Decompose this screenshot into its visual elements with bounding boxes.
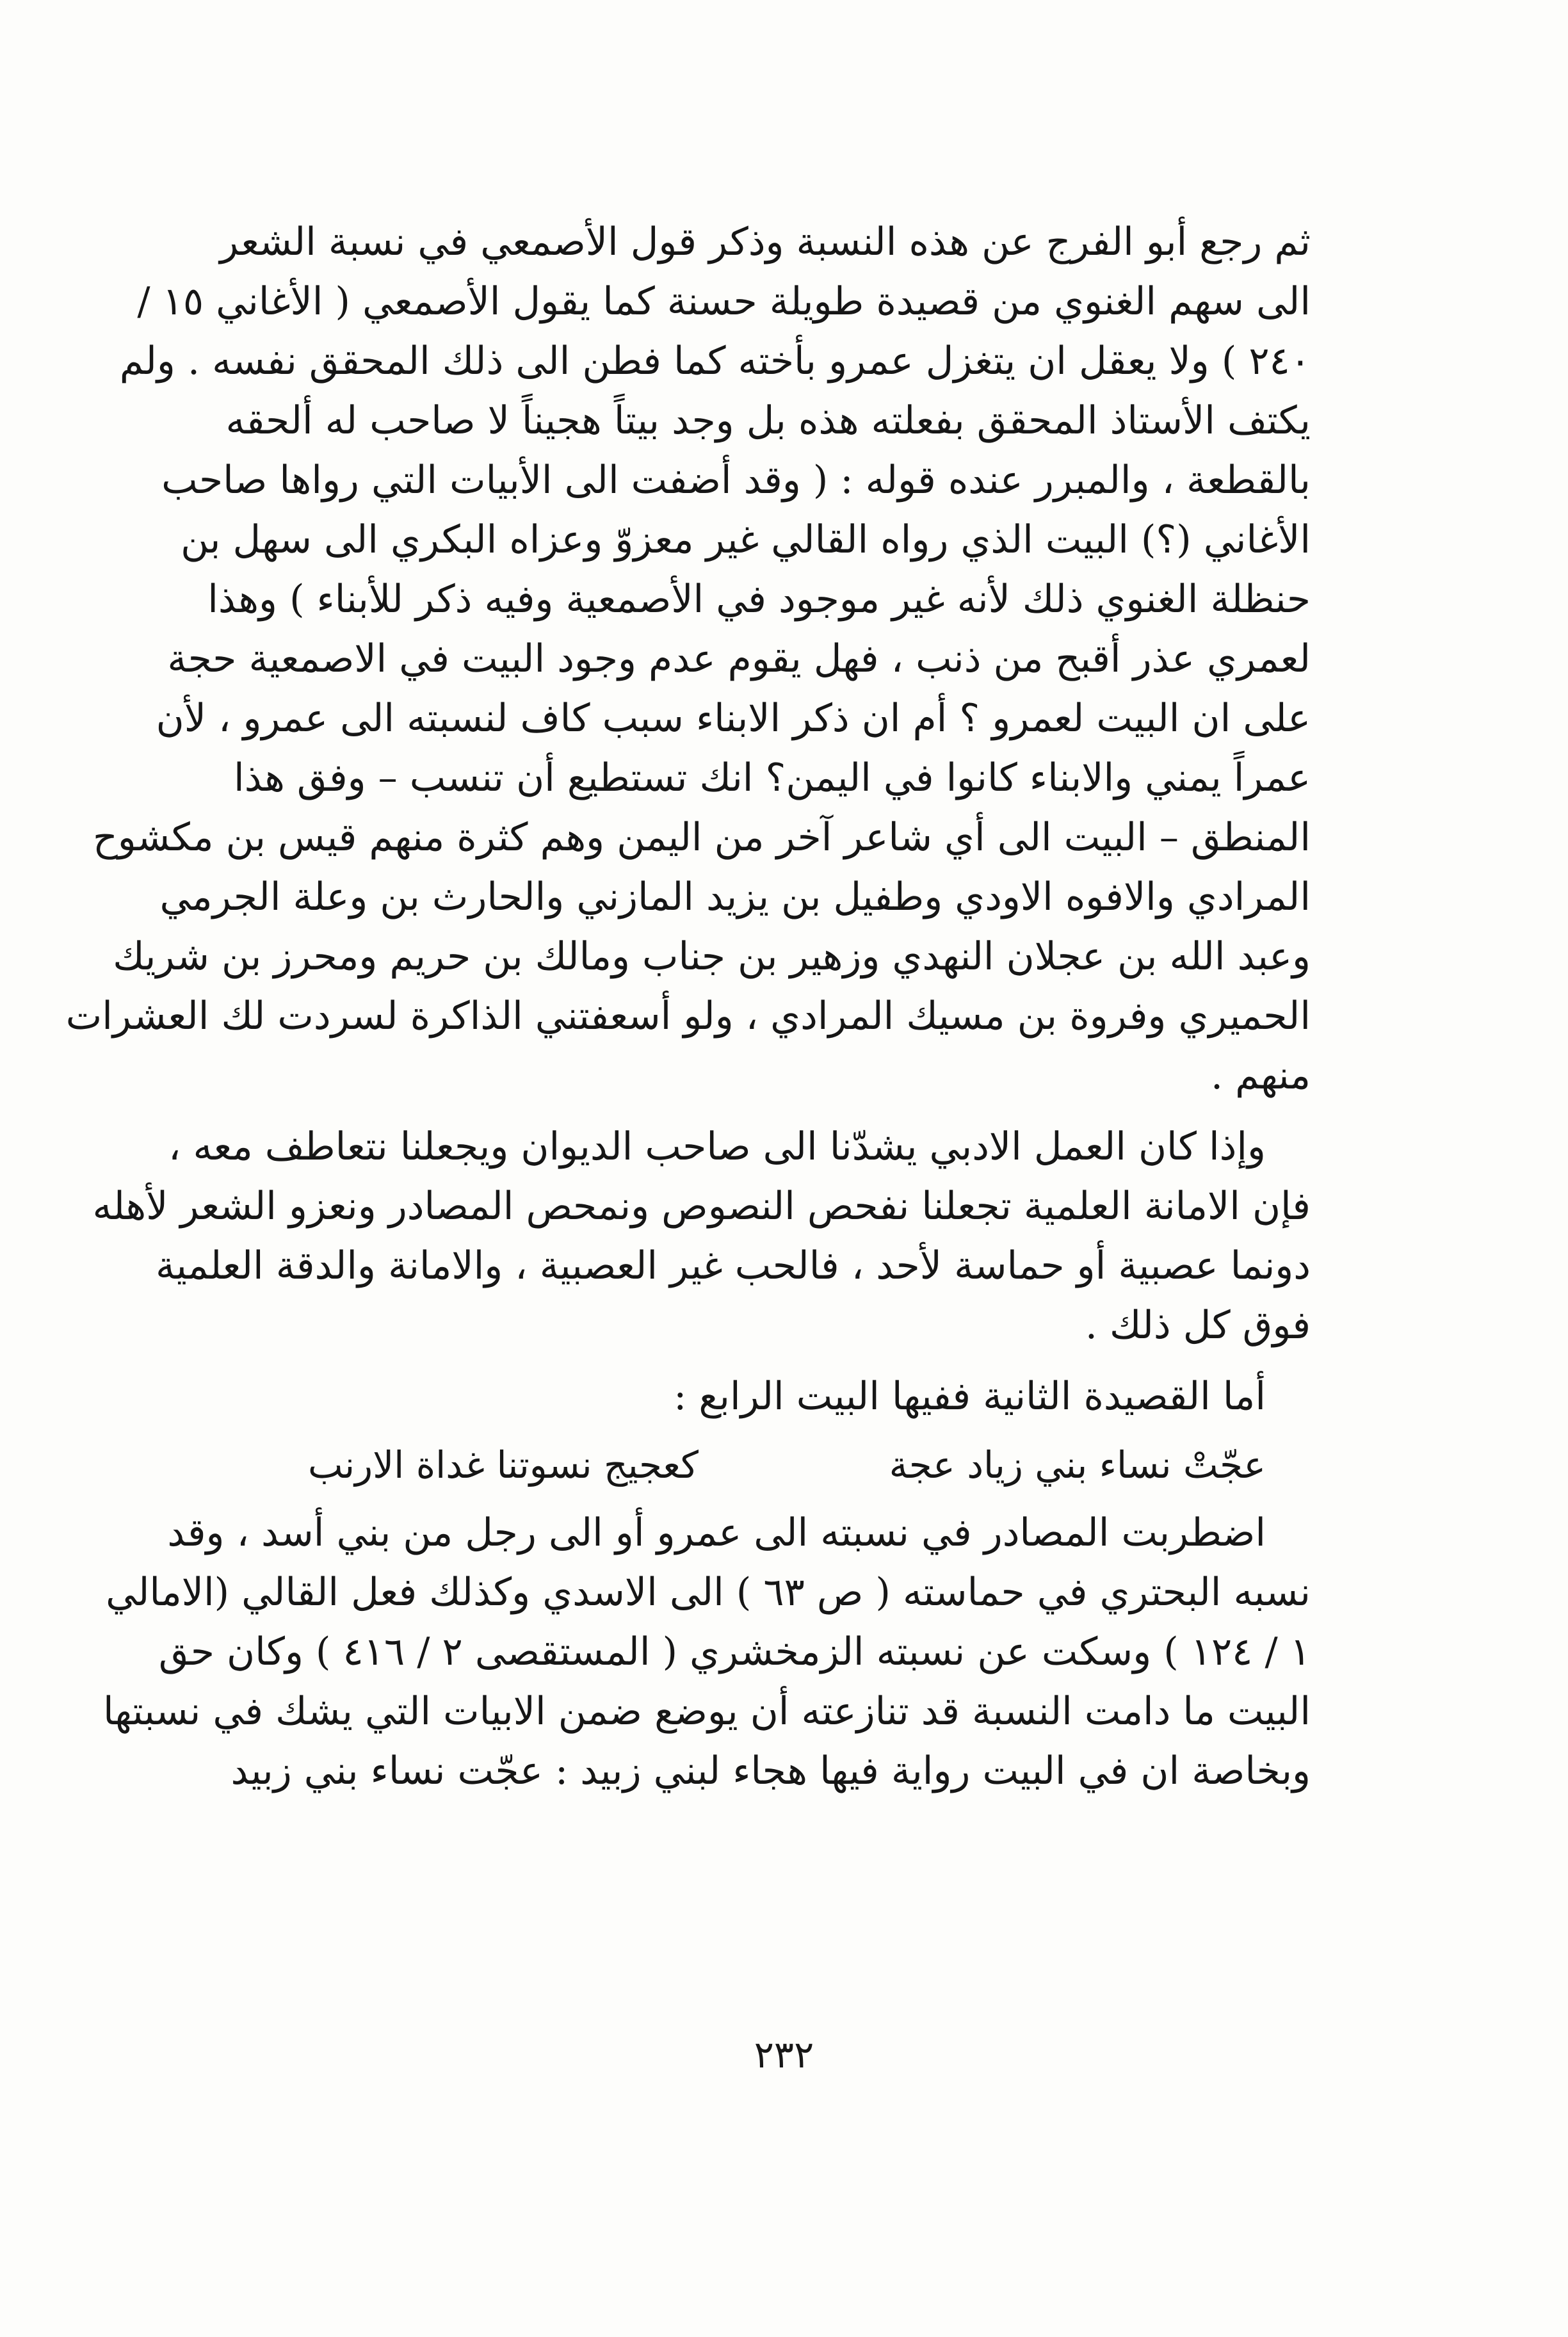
text-line: نسبه البحتري في حماسته ( ص ٦٣ ) الى الاسدي وكذلك فعل القالي (الامالي <box>106 1570 1311 1615</box>
text-line: وبخاصة ان في البيت رواية فيها هجاء لبني زبيد : عجّت نساء بني زبيد <box>230 1749 1311 1793</box>
text-line: يكتف الأستاذ المحقق بفعلته هذه بل وجد بيتاً هجيناً لا صاحب له ألحقه <box>225 398 1311 443</box>
verse-hemistich-second: كعجيج نسوتنا غداة الارنب <box>308 1443 699 1487</box>
paragraph-4 <box>102 1503 1311 1801</box>
verse-hemistich-first: عجّتْ نساء بني زياد عجة <box>889 1443 1266 1487</box>
text-line: اضطربت المصادر في نسبته الى عمرو أو الى رجل من بني أسد ، وقد <box>167 1510 1266 1555</box>
text-line: دونما عصبية أو حماسة لأحد ، فالحب غير العصبية ، والامانة والدقة العلمية <box>155 1243 1311 1288</box>
text-line: ثم رجع أبو الفرج عن هذه النسبة وذكر قول الأصمعي في نسبة الشعر <box>220 220 1311 264</box>
text-line: البيت ما دامت النسبة قد تنازعته أن يوضع ضمن الابيات التي يشك في نسبتها <box>102 1689 1311 1734</box>
text-line: ١ / ١٢٤ ) وسكت عن نسبته الزمخشري ( المستقصى ٢ / ٤١٦ ) وكان حق <box>158 1629 1311 1674</box>
text-line: الى سهم الغنوي من قصيدة طويلة حسنة كما يقول الأصمعي ( الأغاني ١٥ / <box>137 279 1311 324</box>
text-line: عمراً يمني والابناء كانوا في اليمن؟ انك تستطيع أن تنسب – وفق هذا <box>234 756 1311 800</box>
text-line: منهم . <box>1211 1053 1311 1098</box>
main-text <box>65 213 1311 1801</box>
paragraph-gap <box>257 1355 1311 1367</box>
text-line: وإذا كان العمل الادبي يشدّنا الى صاحب الديوان ويجعلنا نتعاطف معه ، <box>168 1124 1266 1169</box>
page-number: ٢٣٢ <box>754 2033 814 2076</box>
text-line: فإن الامانة العلمية تجعلنا نفحص النصوص ونمحص المصادر ونعزو الشعر لأهله <box>92 1184 1311 1229</box>
paragraph-3 <box>257 1367 1311 1427</box>
text-line: الأغاني (؟) البيت الذي رواه القالي غير معزوّ وعزاه البكري الى سهل بن <box>181 517 1311 562</box>
text-line: لعمري عذر أقبح من ذنب ، فهل يقوم عدم وجود البيت في الاصمعية حجة <box>167 636 1311 681</box>
text-line: الحميري وفروة بن مسيك المرادي ، ولو أسعفتني الذاكرة لسردت لك العشرات <box>65 994 1311 1039</box>
text-line: ٢٤٠ ) ولا يعقل ان يتغزل عمرو بأخته كما فطن الى ذلك المحقق نفسه . ولم <box>119 339 1311 384</box>
text-line: المنطق – البيت الى أي شاعر آخر من اليمن وهم كثرة منهم قيس بن مكشوح <box>92 815 1311 860</box>
poetry-verse <box>257 1427 1311 1503</box>
text-line: حنظلة الغنوي ذلك لأنه غير موجود في الأصمعية وفيه ذكر للأبناء ) وهذا <box>207 577 1311 622</box>
paragraph-1 <box>65 213 1311 1106</box>
text-line: المرادي والافوه الاودي وطفيل بن يزيد المازني والحارث بن وعلة الجرمي <box>159 875 1311 919</box>
text-line: وعبد الله بن عجلان النهدي وزهير بن جناب ومالك بن حريم ومحرز بن شريك <box>113 934 1311 979</box>
text-line: على ان البيت لعمرو ؟ أم ان ذكر الابناء سبب كاف لنسبته الى عمرو ، لأن <box>156 696 1311 741</box>
text-line: فوق كل ذلك . <box>1085 1303 1311 1348</box>
paragraph-2 <box>92 1117 1311 1355</box>
text-line: أما القصيدة الثانية ففيها البيت الرابع : <box>674 1374 1266 1419</box>
text-line: بالقطعة ، والمبرر عنده قوله : ( وقد أضفت الى الأبيات التي رواها صاحب <box>161 458 1311 503</box>
paragraph-gap <box>257 1106 1311 1117</box>
